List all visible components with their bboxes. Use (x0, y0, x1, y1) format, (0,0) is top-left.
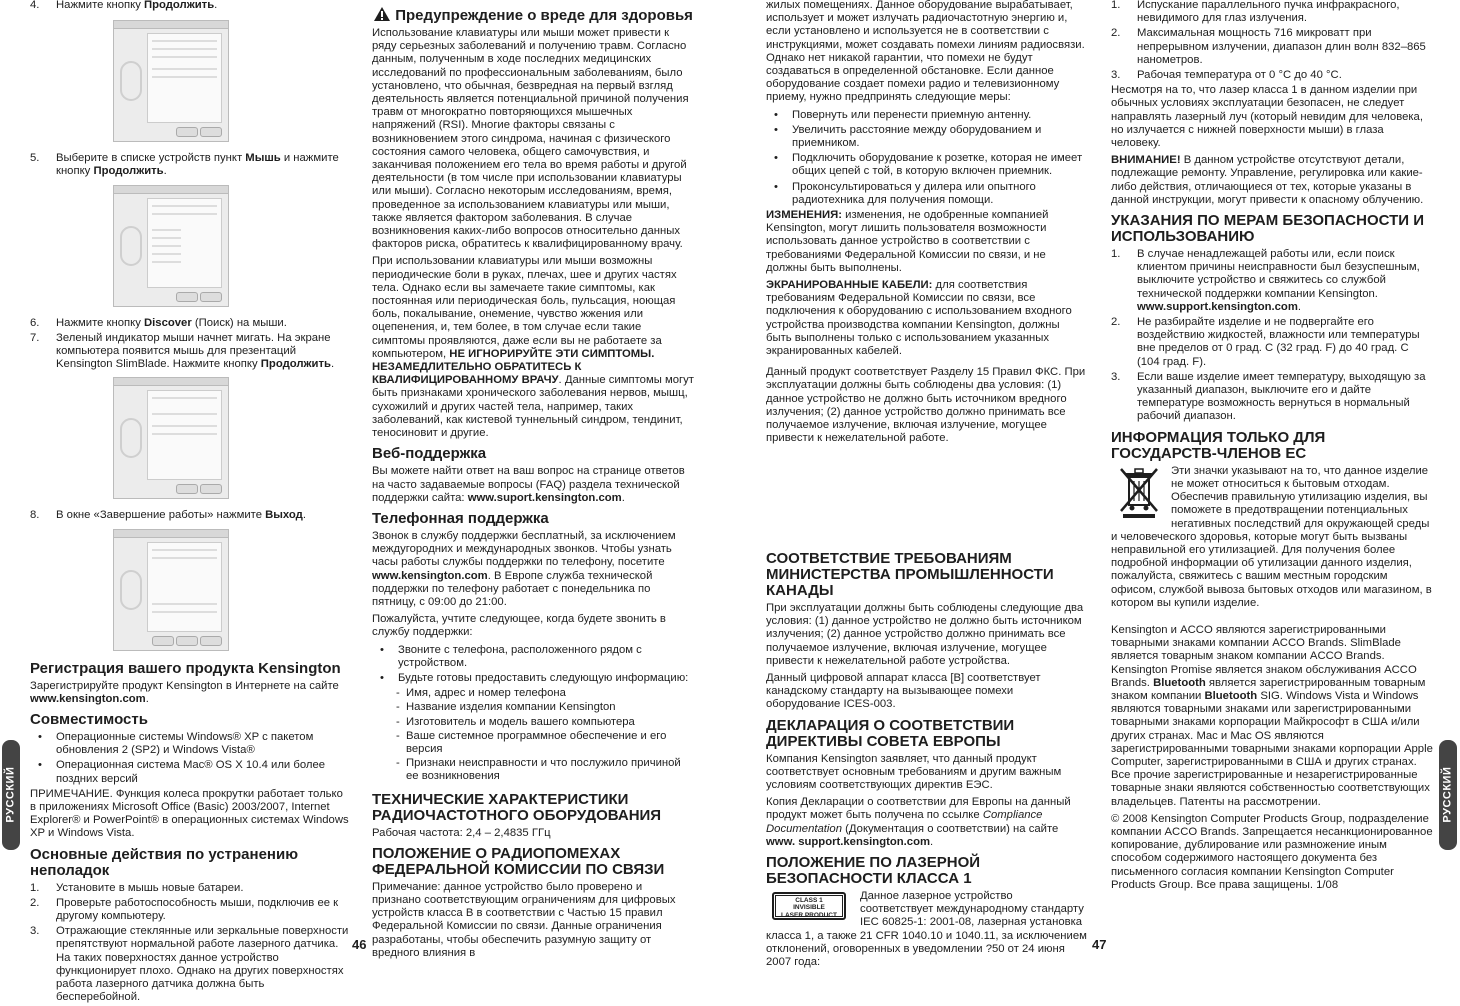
phone-support-heading: Телефонная поддержка (372, 509, 549, 527)
weee-block: Эти значки указывают на то, что данное изделие не может относиться к бытовым отходам. Обеспечив правильную утилизацию изделия, вы поможете в предотвращении потенциальных негативных последствий для окружающей среды и человеческого здоровья, которые могут быть вызваны неправильной его утилизацией. Для получения более подробной информации об утилизации данного изделия, пожалуйста, свяжитесь с вашим местным городским офисом, службой вывоза бытовых отходов или магазином, в котором вы купили изделие. (1111, 464, 1432, 609)
page-number-right: 47 (1092, 937, 1107, 952)
column-3-lower: СООТВЕТСТВИЕ ТРЕБОВАНИЯМ МИНИСТЕРСТВА ПРОМЫШЛЕННОСТИ КАНАДЫ При эксплуатации должны быть соблюдены следующие два условия: (1) данное устройство не должно быть источником излучения; (2) данное устройство должно принимать все получаемое излучение, включая излучение, могущее привести к нежелательной работе устройства. Данный цифровой аппарат класса [B] соответствует канадскому стандарту на вызывающее помехи оборудование ICES-003. ДЕКЛАРАЦИЯ О СООТВЕТСТВИИ ДИРЕКТИВЫ СОВЕТА ЕВРОПЫ Компания Kensington заявляет, что данный продукт соответствует основным требованиям и другим важным условиям соответствующих директив ЕЭС. Копия Декларации о соответствии для Европы на данный продукт может быть получена по ссылке Compliance Documentation (Документация о соответствии) на сайте www. support.kensington.com. ПОЛОЖЕНИЕ ПО ЛАЗЕРНОЙ БЕЗОПАСНОСТИ КЛАССА 1 CLASS 1 INVISIBLE LASER PRODUCT Данное лазерное устройство соответствует международному стандарту IEC 60825-1: 2001-08, лазерная установка класса 1, а также 21 CFR 1040.10 и 1040.11, за исключением отклонений, оговоренных в уведомлении ?50 от 24 июня 2007 года: (766, 550, 1087, 969)
step-5: 5. Выберите в списке устройств пункт Мышь и нажмите кнопку Продолжить. (30, 152, 339, 178)
column-2: Предупреждение о вреде для здоровья Использование клавиатуры или мыши может привести к ряду серьезных заболеваний и получению травм. Согласно данным, полученным в ходе последних медицинских исследований по профессиональным заболеваниям, было установлено, что обычная, безвредная на первый взгляд деятельность является потенциальной причиной получения травм от многократно повторяющихся мышечных напряжений (RSI). Многие факторы связаны с возникновением этого синдрома, начиная с физического состояния самого человека, общего самочувствия, и заканчивая положением его тела во время работы и другой деятельности (в том числе при использовании клавиатуры или мыши). Согласно некоторым исследованиям, время, проведенное за использованием клавиатуры или мыши, также является фактором заболевания. В случае возникновения каких-либо вопросов относительно данных факторов риска, обратитесь к квалифицированному врачу. При использовании клавиатуры или мыши возможны периодические боли в руках, плечах, шее и других частях тела. Однако если вы замечаете такие симптомы, как постоянная или периодическая боль, пульсация, ноющая боль, покалывание, онемение, чувство жжения или оцепенения, и, тем более, в том случае если такие симптомы проявляются, даже если вы не работаете за компьютером, НЕ ИГНОРИРУЙТЕ ЭТИ СИМПТОМЫ. НЕЗАМЕДЛИТЕЛЬНО ОБРАТИТЕСЬ К КВАЛИФИЦИРОВАННОМУ ВРАЧУ. Данные симптомы могут быть признаками хронического заболевания нервов, мышц, сухожилий и других частей тела, например, таких заболеваний, как кистевой туннельный синдром, тендинит, теносиновит и другие. Веб-поддержка Вы можете найти ответ на ваш вопрос на странице ответов на часто задаваемые вопросы (FAQ) раздела технической поддержки сайта: www.suport.kensington.com. Телефонная поддержка Звонок в службу поддержки бесплатный, за исключением междугородних и международных звонков. Чтобы узнать часы работы службы поддержки по телефону, посетите www.kensington.com. В Европе служба технической поддержки по телефону работает с понедельника по пятницу, с 09:00 до 21:00. Пожалуйста, учтите следующее, когда будете звонить в службу поддержки: • Звоните с телефона, расположенного рядом с устройством. • Будьте готовы предоставить следующую информацию: - Имя, адрес и номер телефона - Название изделия компании Kensington - Изготовитель и модель вашего компьютера - Ваше системное программное обеспечение и его версия - Признаки неисправности и что послужило причиной ее возникновения ТЕХНИЧЕСКИЕ ХАРАКТЕРИСТИКИ РАДИОЧАСТОТНОГО ОБОРУДОВАНИЯ Рабочая частота: 2,4 – 2,4835 ГГц ПОЛОЖЕНИЕ О РАДИОПОМЕХАХ ФЕДЕРАЛЬНОЙ КОМИССИИ ПО СВЯЗИ Примечание: данное устройство было проверено и признано соответствующим ограничениям для цифровых устройств класса В в соответствии с Частью 15 правил Федеральной Комиссии по связи. Данные ограничения разработаны, чтобы обеспечить разумную защиту от вредного влияния в (372, 7, 694, 959)
step-4: 4. Нажмите кнопку Продолжить. (30, 0, 218, 11)
warning-icon (373, 6, 391, 22)
step-7: 7. Зеленый индикатор мыши начнет мигать. На экране компьютера появится мышь для презентаций Kensington SlimBlade. Нажмите кнопку Продолжить. (30, 331, 335, 371)
screenshot-select-device (113, 185, 229, 307)
crossed-bin-icon (1117, 467, 1161, 519)
fcc-heading: ПОЛОЖЕНИЕ О РАДИОПОМЕХАХ ФЕДЕРАЛЬНОЙ КОМИССИИ ПО СВЯЗИ (372, 844, 665, 878)
column-4: 1. Испускание параллельного пучка инфракрасного, невидимого для глаз излучения. 2. Максимальная мощность 716 микроватт при непрерывном излучении, диапазон длин волн 832–865 нанометров. 3. Рабочая температура от 0 °С до 40 °С. Несмотря на то, что лазер класса 1 в данном изделии при обычных условиях эксплуатации безопасен, не следует направлять лазерный луч (который невидим для человека, но излучается с нижней поверхности мыши) в глаза человеку. ВНИМАНИЕ! В данном устройстве отсутствуют детали, подлежащие ремонту. Управление, регулировка или какие-либо действия, отличающиеся от тех, которые указаны в данной инструкции, могут привести к опасному облучению. УКАЗАНИЯ ПО МЕРАМ БЕЗОПАСНОСТИ И ИСПОЛЬЗОВАНИЮ 1. В случае ненадлежащей работы или, если поиск клиентом причины неисправности был безуспешным, выключите устройство и свяжитесь со службой технической поддержки компании Kensington. www.support.kensington.com. 2. Не разбирайте изделие и не подвергайте его воздействию жидкостей, влажности или температуры вне пределов от 0 град. С (32 град. F) до 40 град. С (104 град. F). 3. Если ваше изделие имеет температуру, выходящую за указанный диапазон, выключите его и дайте температуре возможность вернуться в нормальный рабочий диапазон. ИНФОРМАЦИЯ ТОЛЬКО ДЛЯ ГОСУДАРСТВ-ЧЛЕНОВ ЕС Эти значки указывают на то, что данное изделие не может относиться к бытовым отходам. Обеспечив правильную утилизацию изделия, вы поможете в предотвращении потенциальных негативных последствий для окружающей среды и человеческого здоровья, которые могут быть вызваны неправильной его утилизацией. Для получения более подробной информации об утилизации данного изделия, пожалуйста, свяжитесь с вашим местным городским офисом, службой вывоза бытовых отходов или магазином, в котором вы купили изделие. Kensington и ACCO являются зарегистрированными товарными знаками компании ACCO Brands. SlimBlade является товарным знаком компании ACCO Brands. Kensington Promise является знаком обслуживания ACCO Brands. Bluetooth является зарегистрированным товарным знаком компании Bluetooth SIG. Windows Vista и Windows являются товарными знаками или зарегистрированными товарными знаками корпорации Майкрософт в США и/или других странах. Mac и Mac OS являются зарегистрированными товарными знаками корпорации Apple Computer, зарегистрированными в США и других странах. Все прочие зарегистрированные и незарегистрированные товарные знаки являются собственностью соответствующих владельцев. Патенты на рассмотрении. © 2008 Kensington Computer Products Group, подразделение компании ACCO Brands. Запрещается несанкционированное копирование, дублирование или размножение иным способом содержимого настоящего документа без письменного согласия компании Kensington Computer Products Group. Все права защищены. 1/08 (1111, 0, 1433, 891)
list-item: 3. Отражающие стеклянные или зеркальные поверхности препятствуют нормальной работе лазерного датчика. На таких поверхностях данное устройство функционирует плохо. Однако на других поверхностях работа лазерного датчика должна быть бесперебойной. (30, 925, 349, 1004)
step-8: 8. В окне «Завершение работы» нажмите Выход. (30, 509, 306, 522)
list-item: • Операционные системы Windows® XP с пакетом обновления 2 (SP2) и Windows Vista® (38, 731, 314, 757)
list-item: 3. Если ваше изделие имеет температуру, выходящую за указанный диапазон, выключите его и дайте температуре возможность вернуться в нормальный рабочий диапазон. (1111, 370, 1426, 423)
language-tab-right: РУССКИЙ (1439, 740, 1457, 850)
laser-safety-heading: ПОЛОЖЕНИЕ ПО ЛАЗЕРНОЙ БЕЗОПАСНОСТИ КЛАССА 1 (766, 854, 981, 888)
compat-note: ПРИМЕЧАНИЕ. Функция колеса прокрутки работает только в приложениях Microsoft Office (Basic) 2003/2007, Internet Explorer® и PowerPoint® в операционных системах Windows XP и Windows Vista. (30, 787, 349, 840)
list-item: - Ваше системное программное обеспечение и его версия (396, 729, 667, 755)
eu-declaration-heading: ДЕКЛАРАЦИЯ О СООТВЕТСТВИИ ДИРЕКТИВЫ СОВЕТА ЕВРОПЫ (766, 716, 1015, 750)
list-item: 1. Испускание параллельного пучка инфракрасного, невидимого для глаз излучения. (1111, 0, 1400, 25)
safety-heading: УКАЗАНИЯ ПО МЕРАМ БЕЗОПАСНОСТИ И ИСПОЛЬЗОВАНИЮ (1111, 212, 1424, 246)
support-link-2[interactable]: www. support.kensington.com (766, 835, 931, 848)
list-item: • Повернуть или перенести приемную антенну. (774, 108, 1032, 121)
web-support-heading: Веб-поддержка (372, 445, 487, 463)
health-warning-heading: Предупреждение о вреде для здоровья (372, 6, 694, 24)
registration-heading: Регистрация вашего продукта Kensington (30, 659, 341, 677)
list-item: • Проконсультироваться у дилера или опытного радиотехника для получения помощи. (774, 180, 1036, 206)
column-3: жилых помещениях. Данное оборудование вырабатывает, использует и может излучать радиочастотную энергию и, если установлено и используется не в соответствии с инструкциями, может создавать помехи линиям радиосвязи. Однако нет никакой гарантии, что помехи не будут создаваться в определенной обстановке. Если данное оборудование создает помехи радио и телевизионному приему, нужно предпринять следующие меры: • Повернуть или перенести приемную антенну. • Увеличить расстояние между оборудованием и приемником. • Подключить оборудование к розетке, которая не имеет общих цепей с той, в которую включен приемник. • Проконсультироваться у дилера или опытного радиотехника для получения помощи. ИЗМЕНЕНИЯ: изменения, не одобренные компанией Kensington, могут лишить пользователя возможности использовать данное устройство в соответствии с требованиями Федеральной Комиссии по связи, и не должны быть выполнены. ЭКРАНИРОВАННЫЕ КАБЕЛИ: для соответствия требованиям Федеральной Комиссии по связи, все подключения к оборудованию с использованием входного устройства производства компании Kensington, должны быть выполнены только с использованием указанных экранированных кабелей. Данный продукт соответствует Разделу 15 Правил ФКС. При эксплуатации должны быть соблюдены два условия: (1) данное устройство не должно быть источником вредного излучения; (2) данное устройство должно принимать все получаемое излучение, включая излучение, могущее привести к нежелательной работе. (766, 0, 1088, 450)
laser-block: CLASS 1 INVISIBLE LASER PRODUCT Данное лазерное устройство соответствует международному стандарту IEC 60825-1: 2001-08, лазерная установка класса 1, а также 21 CFR 1040.10 и 1040.11, за исключением отклонений, оговоренных в уведомлении ?50 от 24 июня 2007 года: (766, 890, 1087, 969)
list-item: - Изготовитель и модель вашего компьютера (396, 715, 635, 728)
step-6: 6. Нажмите кнопку Discover (Поиск) на мыши. (30, 316, 287, 329)
column-1 (30, 0, 350, 1006)
list-item: 1. Установите в мышь новые батареи. (30, 881, 244, 894)
screenshot-conclusion (113, 529, 229, 651)
support-link[interactable]: www.suport.kensington.com (467, 491, 622, 504)
screenshot-introduction (113, 20, 229, 142)
eu-info-heading: ИНФОРМАЦИЯ ТОЛЬКО ДЛЯ ГОСУДАРСТВ-ЧЛЕНОВ ЕС (1111, 428, 1326, 462)
list-item: • Будьте готовы предоставить следующую информацию: (380, 671, 689, 684)
list-item: 1. В случае ненадлежащей работы или, если поиск клиентом причины неисправности был безуспешным, выключите устройство и свяжитесь со службой технической поддержки компании Kensington. www.support.kensington.com. (1111, 248, 1420, 313)
laser-class-label: CLASS 1 INVISIBLE LASER PRODUCT (772, 892, 846, 920)
list-item: • Операционная система Mac® OS X 10.4 или более поздних версий (38, 759, 326, 785)
support-link-3[interactable]: www.support.kensington.com (1137, 300, 1298, 313)
list-item: - Название изделия компании Kensington (396, 701, 616, 714)
list-item: • Увеличить расстояние между оборудованием и приемником. (774, 123, 1042, 150)
language-tab-left: РУССКИЙ (2, 740, 20, 850)
kensington-link-2[interactable]: www.kensington.com (372, 569, 488, 582)
canada-heading: СООТВЕТСТВИЕ ТРЕБОВАНИЯМ МИНИСТЕРСТВА ПРОМЫШЛЕННОСТИ КАНАДЫ (766, 550, 1054, 599)
screenshot-mouse-setup (113, 377, 229, 499)
troubleshooting-heading: Основные действия по устранению неполадок (30, 845, 299, 879)
list-item: - Имя, адрес и номер телефона (396, 687, 566, 700)
list-item: 2. Максимальная мощность 716 микроватт при непрерывном излучении, диапазон длин волн 832–865 нанометров. (1111, 27, 1426, 66)
list-item: • Звоните с телефона, расположенного рядом с устройством. (380, 643, 642, 669)
list-item: • Подключить оборудование к розетке, которая не имеет общих цепей с той, в которую включен приемник. (774, 152, 1083, 178)
list-item: 2. Не разбирайте изделие и не подвергайте его воздействию жидкостей, влажности или температуры вне пределов от 0 град. С (32 град. F) до 40 град. С (104 град. F). (1111, 316, 1420, 368)
kensington-link[interactable]: www.kensington.com (30, 692, 146, 705)
tech-specs-heading: ТЕХНИЧЕСКИЕ ХАРАКТЕРИСТИКИ РАДИОЧАСТОТНОГО ОБОРУДОВАНИЯ (372, 790, 662, 824)
list-item: 3. Рабочая температура от 0 °С до 40 °С. (1111, 69, 1342, 82)
list-item: 2. Проверьте работоспособность мыши, подключив ее к другому компьютеру. (30, 896, 339, 923)
page-number-left: 46 (352, 937, 367, 952)
list-item: - Признаки неисправности и что послужило причиной ее возникновения (396, 757, 681, 783)
compatibility-heading: Совместимость (30, 711, 148, 729)
registration-text: Зарегистрируйте продукт Kensington в Интернете на сайте www.kensington.com. (30, 679, 339, 705)
